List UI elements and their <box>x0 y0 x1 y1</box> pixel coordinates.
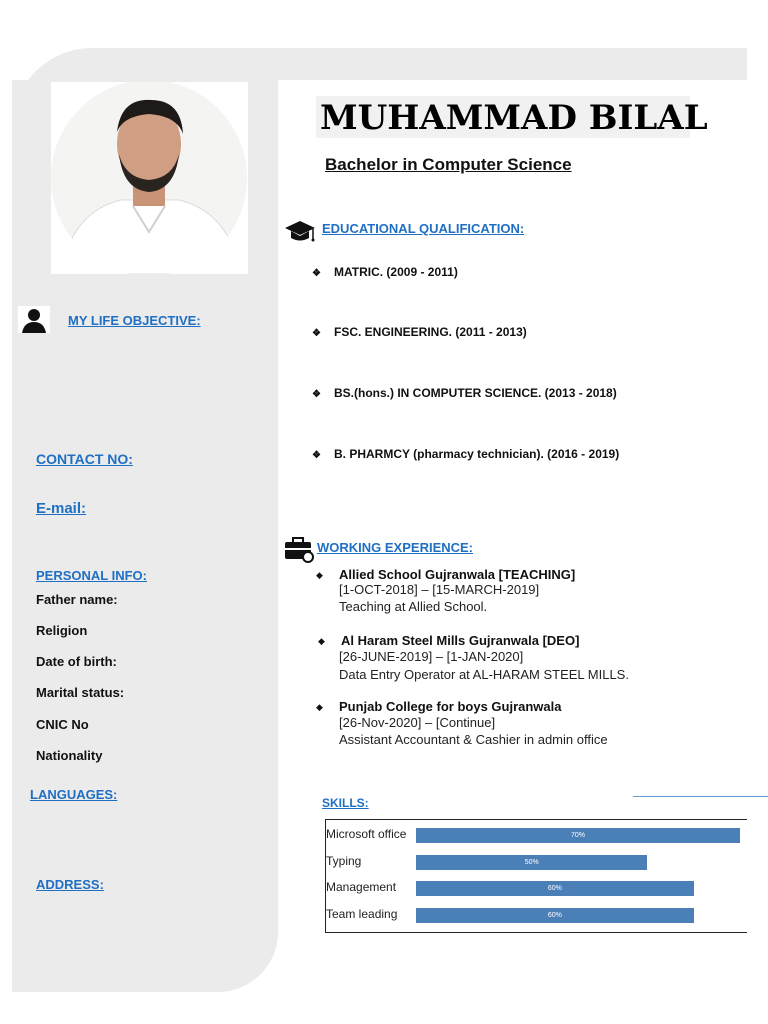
languages-heading: LANGUAGES: <box>30 787 118 802</box>
diamond-bullet-icon: ◆ <box>318 636 325 646</box>
education-heading: EDUCATIONAL QUALIFICATION: <box>322 221 525 236</box>
skill-bar: 70% <box>416 828 740 843</box>
skill-bar: 50% <box>416 855 647 870</box>
job-description: Assistant Accountant & Cashier in admin office <box>339 732 608 747</box>
skill-bar: 60% <box>416 908 694 923</box>
skills-heading: SKILLS: <box>322 796 369 810</box>
education-item: ❖ BS.(hons.) IN COMPUTER SCIENCE. (2013 - 2018) <box>312 386 617 400</box>
education-item: ❖ MATRIC. (2009 - 2011) <box>312 265 458 279</box>
contact-heading: CONTACT NO: <box>36 451 133 467</box>
education-item: ❖ FSC. ENGINEERING. (2011 - 2013) <box>312 325 527 339</box>
job-title: Allied School Gujranwala [TEACHING] <box>339 567 576 582</box>
life-objective-heading: MY LIFE OBJECTIVE: <box>68 313 201 328</box>
top-band-bg <box>80 48 747 80</box>
user-icon <box>18 306 50 333</box>
job-title: Punjab College for boys Gujranwala <box>339 699 562 714</box>
skill-bar: 60% <box>416 881 694 896</box>
profile-photo <box>51 82 248 274</box>
education-item-text: FSC. ENGINEERING. (2011 - 2013) <box>334 325 527 339</box>
cnic-label: CNIC No <box>36 717 89 732</box>
briefcase-icon <box>284 535 314 568</box>
job-description: Data Entry Operator at AL-HARAM STEEL MILLS. <box>339 667 629 682</box>
education-item-text: MATRIC. (2009 - 2011) <box>334 265 458 279</box>
marital-status-label: Marital status: <box>36 685 125 700</box>
skill-label: Microsoft office <box>326 827 407 841</box>
skill-label: Team leading <box>326 906 398 921</box>
skill-label: Typing <box>326 853 362 868</box>
address-heading: ADDRESS: <box>36 877 104 892</box>
skill-label: Management <box>326 880 397 894</box>
divider-line <box>633 796 768 797</box>
email-heading: E-mail: <box>36 500 87 517</box>
candidate-name: MUHAMMAD BILAL <box>320 98 708 138</box>
job-dates: [26-JUNE-2019] – [1-JAN-2020] <box>339 649 524 664</box>
skills-chart <box>325 819 747 933</box>
education-item-text: B. PHARMCY (pharmacy technician). (2016 - 2019) <box>334 447 620 461</box>
job-dates: [1-OCT-2018] – [15-MARCH-2019] <box>339 582 540 597</box>
religion-label: Religion <box>36 623 88 638</box>
diamond-bullet-icon: ◆ <box>316 570 323 580</box>
job-description: Teaching at Allied School. <box>339 599 488 614</box>
job-dates: [26-Nov-2020] – [Continue] <box>339 715 496 730</box>
nationality-label: Nationality <box>36 748 103 763</box>
experience-heading: WORKING EXPERIENCE: <box>317 540 474 555</box>
graduation-cap-icon <box>284 219 316 250</box>
education-item-text: BS.(hons.) IN COMPUTER SCIENCE. (2013 - 2018) <box>334 386 617 400</box>
father-name-label: Father name: <box>36 592 118 607</box>
diamond-bullet-icon: ◆ <box>316 702 323 712</box>
job-title: Al Haram Steel Mills Gujranwala [DEO] <box>341 633 580 648</box>
dob-label: Date of birth: <box>36 654 117 669</box>
education-item: ❖ B. PHARMCY (pharmacy technician). (2016 - 2019) <box>312 447 620 461</box>
degree-title: Bachelor in Computer Science <box>325 155 572 174</box>
personal-info-heading: PERSONAL INFO: <box>36 568 147 583</box>
